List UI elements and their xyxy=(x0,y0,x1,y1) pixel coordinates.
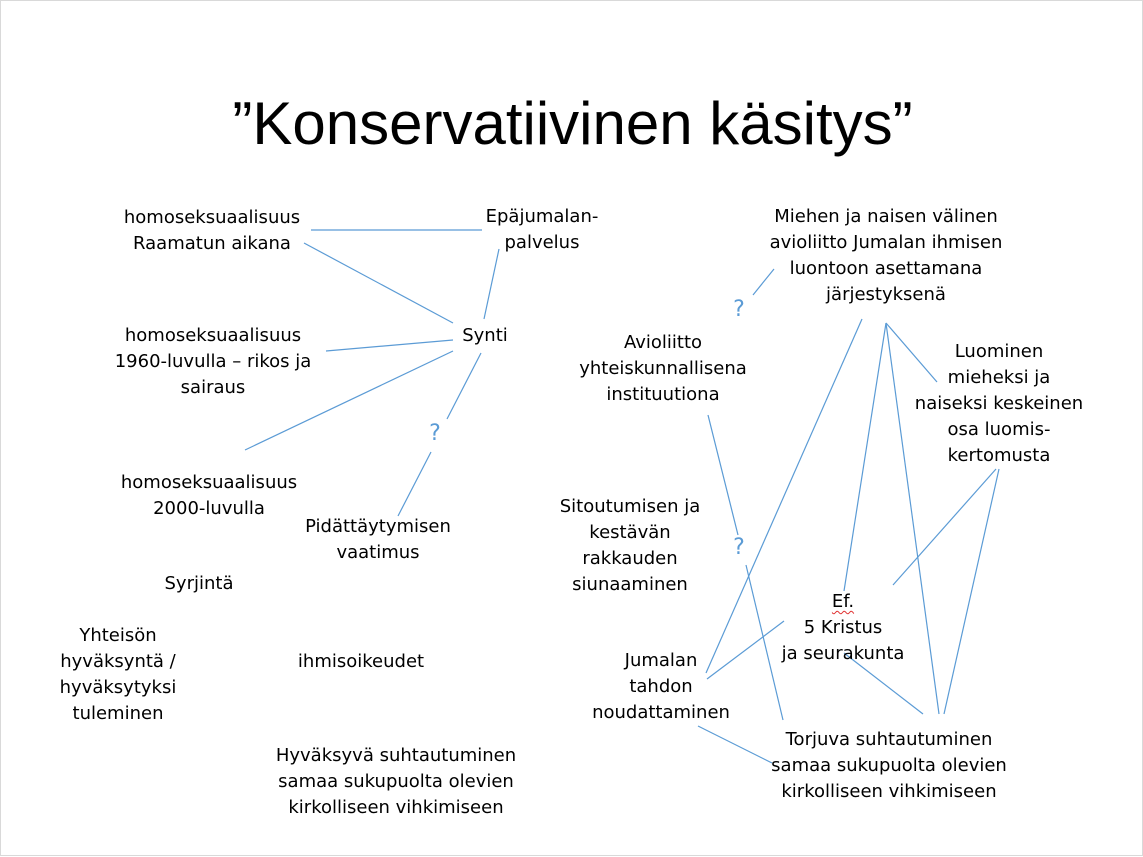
ef-reference: Ef. xyxy=(831,591,855,612)
node-homoseksuaalisuus-1960: homoseksuaalisuus 1960-luvulla – rikos ja sairaus xyxy=(114,325,312,398)
question-mark-avioliitto: ? xyxy=(733,297,745,322)
node-avioliitto-instituutiona: Avioliitto yhteiskunnallisena instituutiona xyxy=(579,332,747,405)
node-jumalan-tahdon-noudattaminen: Jumalan tahdon noudattaminen xyxy=(592,650,730,723)
node-sitoutumisen-siunaaminen: Sitoutumisen ja kestävän rakkauden siunaaminen xyxy=(559,496,701,595)
node-torjuva-suhtautuminen: Torjuva suhtautuminen samaa sukupuolta olevien kirkolliseen vihkimiseen xyxy=(771,729,1007,802)
question-mark-pidattaytyminen: ? xyxy=(429,421,441,446)
connector-epajumalan-synti xyxy=(484,249,499,319)
connector-miehen-ef5 xyxy=(844,323,886,591)
connector-jumalan-torjuva xyxy=(698,726,772,763)
node-ihmisoikeudet: ihmisoikeudet xyxy=(297,651,425,672)
connector-synti-qmark xyxy=(447,353,481,419)
connector-qmark-pidattaytyminen xyxy=(398,452,431,516)
node-miehen-ja-naisen-avioliitto: Miehen ja naisen välinen avioliitto Jumalan ihmisen luontoon asettamana järjestyksenä xyxy=(769,206,1003,305)
node-luominen: Luominen mieheksi ja naiseksi keskeinen osa luomis- kertomusta xyxy=(914,341,1084,466)
question-mark-torjuva: ? xyxy=(733,535,745,560)
node-yhteison-hyvaksynta: Yhteisön hyväksyntä / hyväksytyksi tuleminen xyxy=(59,625,177,724)
slide-title: ”Konservatiivinen käsitys” xyxy=(232,90,913,157)
node-synti: Synti xyxy=(462,325,508,346)
node-ef5-kristus-ja-seurakunta: Ef. 5 Kristus ja seurakunta xyxy=(781,591,905,664)
node-homoseksuaalisuus-2000: homoseksuaalisuus 2000-luvulla xyxy=(120,472,298,519)
connector-luominen-torjuva xyxy=(944,469,999,714)
node-hyvaksyva-suhtautuminen: Hyväksyvä suhtautuminen samaa sukupuolta olevien kirkolliseen vihkimiseen xyxy=(275,745,517,818)
node-homoseksuaalisuus-raamatun-aikana: homoseksuaalisuus Raamatun aikana xyxy=(123,207,301,254)
connector-1960-synti xyxy=(326,340,453,351)
connector-qmark-torjuva xyxy=(746,565,783,720)
node-epajumalanpalvelus: Epäjumalan- palvelus xyxy=(485,206,599,253)
node-syrjinta: Syrjintä xyxy=(164,573,234,594)
connector-raamattu-synti xyxy=(304,243,453,323)
node-pidattaytymisen-vaatimus: Pidättäytymisen vaatimus xyxy=(305,516,451,563)
connector-avioliitto-qmark xyxy=(708,415,738,535)
